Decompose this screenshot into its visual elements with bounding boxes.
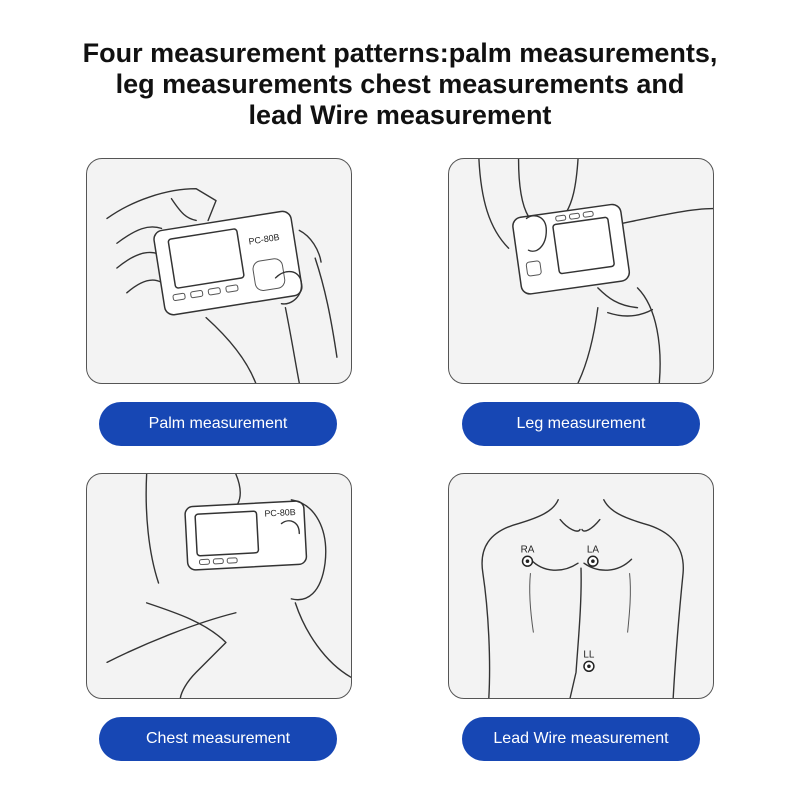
leg-measurement-illustration (448, 158, 714, 384)
electrode-la (587, 544, 600, 566)
electrode-label-ll: LL (583, 649, 595, 661)
palm-measurement-drawing (87, 159, 351, 383)
palm-measurement-button[interactable]: Palm measurement (99, 402, 337, 446)
lead-wire-measurement-button[interactable]: Lead Wire measurement (462, 717, 700, 761)
device-model-label: PC-80B (264, 506, 296, 519)
headline-line-2: leg measurements chest measurements and (115, 69, 685, 99)
device-model-label: PC-80B (247, 231, 281, 247)
electrode-ll (583, 649, 595, 671)
leg-measurement-button[interactable]: Leg measurement (462, 402, 700, 446)
leg-measurement-drawing (449, 159, 713, 383)
electrode-ra (521, 544, 535, 566)
lead-wire-measurement-illustration (448, 473, 714, 699)
lead-wire-measurement-drawing (449, 474, 713, 698)
headline-line-3: lead Wire measurement (248, 100, 552, 130)
electrode-label-la: LA (586, 544, 599, 556)
handheld-ecg-device (185, 501, 307, 571)
chest-measurement-illustration (86, 473, 352, 699)
handheld-ecg-device (153, 210, 303, 316)
palm-measurement-illustration (86, 158, 352, 384)
headline (0, 38, 800, 131)
chest-measurement-drawing (87, 474, 351, 698)
chest-measurement-button[interactable]: Chest measurement (99, 717, 337, 761)
headline-line-1: Four measurement patterns:palm measurements, (82, 38, 718, 68)
electrode-label-ra: RA (520, 544, 535, 556)
